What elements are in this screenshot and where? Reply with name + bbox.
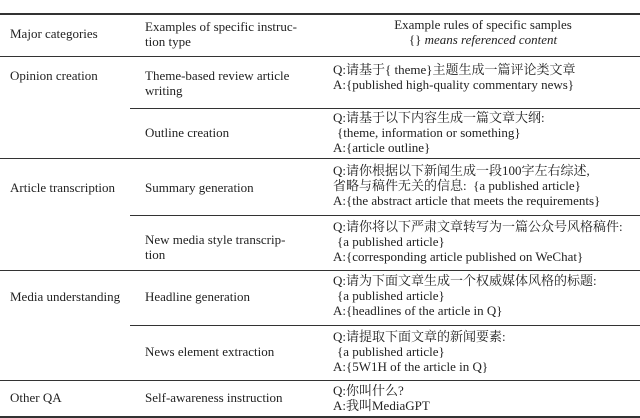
instruction-type [145,289,330,304]
sample-rule [333,163,638,208]
category-opinion-creation: Opinion creation [10,68,98,83]
header-major-categories: Major categories [10,26,98,41]
sample-line: Q:请为下面文章生成一个权威媒体风格的标题: [333,273,597,288]
header-type-line: tion type [145,34,191,49]
type-line: Summary generation [145,180,254,195]
type-line: tion [145,247,166,262]
sample-line: A:我叫MediaGPT [333,398,430,413]
type-line: News element extraction [145,344,275,359]
sample-line: A:{corresponding article published on WeChat} [333,249,584,264]
type-line: writing [145,83,183,98]
group-divider [0,158,640,159]
sample-line: Q:请你将以下严肃文章转写为一篇公众号风格稿件: [333,219,623,234]
row-divider [130,215,640,216]
sample-line: Q:请提取下面文章的新闻要素: [333,329,506,344]
sample-line: A:{5W1H of the article in Q} [333,359,489,374]
sample-line: Q:请你根据以下新闻生成一段100字左右综述, [333,163,590,178]
sample-rule [333,62,638,92]
sample-rule [333,219,638,264]
category-media-understanding: Media understanding [10,289,121,304]
instruction-type [145,125,330,140]
instruction-type [145,390,330,405]
row-divider [130,108,640,109]
sample-line: {a published article} [337,234,445,249]
sample-rule [333,273,638,318]
type-line: Outline creation [145,125,230,140]
instruction-type [145,68,330,98]
sample-rule [333,110,638,155]
sample-line: {theme, information or something} [337,125,521,140]
group-divider [0,380,640,381]
row-divider [130,325,640,326]
instruction-type [145,344,330,359]
braces: {} [408,32,422,47]
type-line: Theme-based review article [145,68,290,83]
header-rules-note [333,32,633,47]
sample-line: 省略与稿件无关的信息: {a published article} [333,178,581,193]
header-type-line: Examples of specific instruc- [145,19,297,34]
sample-line: A:{published high-quality commentary news} [333,77,575,92]
header-rules-title: Example rules of specific samples [394,17,572,32]
sample-rule [333,383,638,413]
sample-line: {a published article} [337,344,445,359]
sample-line: Q:请基于以下内容生成一篇文章大纲: [333,110,545,125]
header-instruction-type [145,19,330,49]
sample-rule [333,329,638,374]
type-line: Self-awareness instruction [145,390,283,405]
instruction-type [145,232,330,262]
type-line: New media style transcrip- [145,232,286,247]
type-line: Headline generation [145,289,251,304]
header-sample-rules [333,17,633,47]
instruction-type [145,180,330,195]
header-rule [0,56,640,57]
group-divider [0,270,640,271]
note-text: means referenced content [424,32,558,47]
sample-line: {a published article} [337,288,445,303]
top-rule [0,13,640,15]
sample-line: Q:你叫什么? [333,383,404,398]
sample-line: A:{the abstract article that meets the requirements} [333,193,601,208]
sample-line: A:{headlines of the article in Q} [333,303,503,318]
category-article-transcription: Article transcription [10,180,116,195]
category-other-qa: Other QA [10,390,62,405]
sample-line: A:{article outline} [333,140,431,155]
sample-line: Q:请基于{ theme}主题生成一篇评论类文章 [333,62,576,77]
